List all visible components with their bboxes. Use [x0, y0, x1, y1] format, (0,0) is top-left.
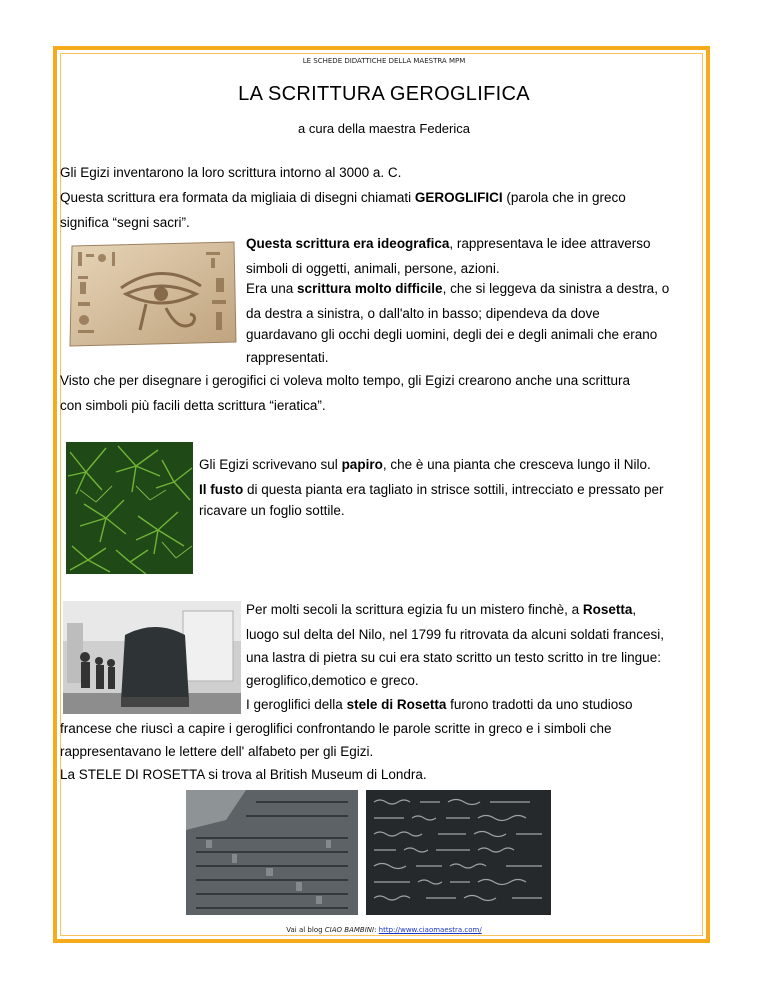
intro-line-2: Questa scrittura era formata da migliaia di disegni chiamati GEROGLIFICI (parola che in greco [60, 190, 626, 205]
section1-line-6: rappresentati. [246, 350, 329, 365]
section2-line-2: Il fusto di questa pianta era tagliato in strisce sottili, intrecciato e pressato per [199, 482, 664, 497]
papyrus-plant-image [66, 442, 193, 574]
section1-line-1: Questa scrittura era ideografica, rappresentava le idee attraverso [246, 236, 651, 251]
section1-line-8: con simboli più facili detta scrittura “ieratica”. [60, 398, 326, 413]
section2-line-1: Gli Egizi scrivevano sul papiro, che è una pianta che cresceva lungo il Nilo. [199, 457, 651, 472]
footer-prefix: Vai al blog [286, 926, 325, 934]
hieroglyph-tablet-image [66, 238, 240, 350]
footer: Vai al blog CIAO BAMBINI: http://www.ciaomaestra.com/ [286, 926, 482, 934]
section3-line-2: luogo sul delta del Nilo, nel 1799 fu ritrovata da alcuni soldati francesi, [246, 627, 664, 642]
footer-blog-link[interactable]: http://www.ciaomaestra.com/ [378, 926, 482, 934]
section3-line-6: francese che riuscì a capire i geroglifici confrontando le parole scritte in greco e i simboli che [60, 721, 612, 736]
demotic-closeup-image [366, 790, 551, 915]
intro-line-3: significa “segni sacri”. [60, 215, 190, 230]
section3-line-3: una lastra di pietra su cui era stato scritto un testo scritto in tre lingue: [246, 650, 661, 665]
section2-line-3: ricavare un foglio sottile. [199, 503, 345, 518]
section1-line-2: simboli di oggetti, animali, persone, azioni. [246, 261, 500, 276]
section3-line-5: I geroglifici della stele di Rosetta furono tradotti da uno studioso [246, 697, 633, 712]
section3-line-8: La STELE DI ROSETTA si trova al British Museum di Londra. [60, 767, 427, 782]
intro-line-1: Gli Egizi inventarono la loro scrittura intorno al 3000 a. C. [60, 165, 402, 180]
section3-line-7: rappresentavano le lettere dell' alfabeto per gli Egizi. [60, 744, 374, 759]
footer-blog-name: CIAO BAMBINI [324, 926, 375, 934]
page-title: LA SCRITTURA GEROGLIFICA [238, 83, 530, 105]
section1-line-3: Era una scrittura molto difficile, che si leggeva da sinistra a destra, o [246, 281, 670, 296]
page-subtitle: a cura della maestra Federica [298, 121, 470, 136]
section3-line-4: geroglifico,demotico e greco. [246, 673, 419, 688]
hieroglyph-closeup-image [186, 790, 358, 915]
rosetta-stone-museum-image [63, 601, 241, 714]
section3-line-1: Per molti secoli la scrittura egizia fu un mistero finchè, a Rosetta, [246, 602, 637, 617]
section1-line-7: Visto che per disegnare i gerogifici ci voleva molto tempo, gli Egizi crearono anche una scrittura [60, 373, 631, 388]
section1-line-5: guardavano gli occhi degli uomini, degli dei e degli animali che erano [246, 327, 658, 342]
section1-line-4: da destra a sinistra, o dall'alto in basso; dipendeva da dove [246, 306, 600, 321]
header-note: LE SCHEDE DIDATTICHE DELLA MAESTRA MPM [302, 57, 466, 65]
